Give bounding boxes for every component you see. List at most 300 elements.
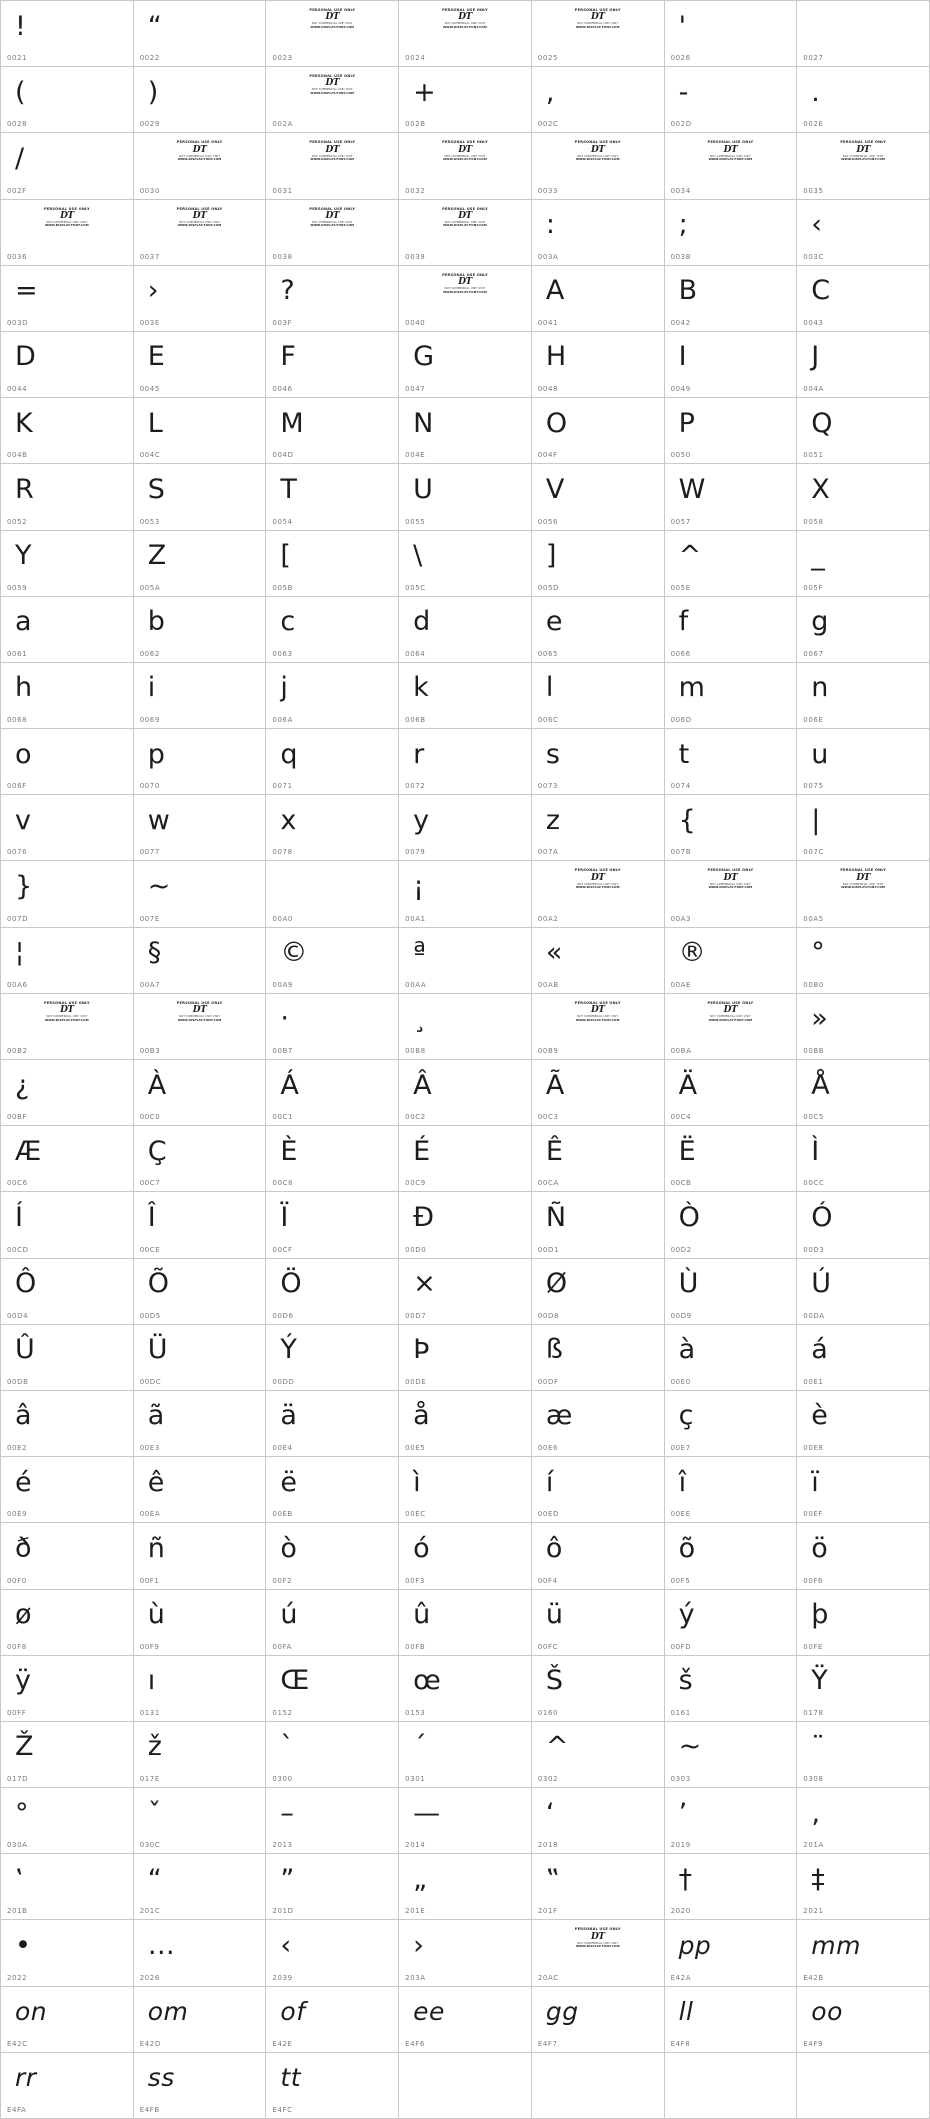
- glyph-cell[interactable]: [1, 729, 134, 795]
- glyph-cell[interactable]: [665, 1192, 798, 1258]
- glyph-cell[interactable]: [532, 729, 665, 795]
- glyph-cell[interactable]: [134, 1192, 267, 1258]
- glyph-cell[interactable]: [532, 1788, 665, 1854]
- glyph-cell[interactable]: [399, 464, 532, 530]
- glyph-unicode-code: 00BF: [7, 1113, 28, 1122]
- glyph-preview: !: [15, 10, 27, 42]
- glyph-preview: ð: [15, 1532, 33, 1564]
- glyph-cell[interactable]: [134, 67, 267, 133]
- glyph-cell[interactable]: [266, 1920, 399, 1986]
- glyph-cell[interactable]: [399, 795, 532, 861]
- glyph-cell[interactable]: [797, 332, 930, 398]
- glyph-cell[interactable]: [665, 597, 798, 663]
- glyph-unicode-code: 0036: [7, 252, 28, 261]
- glyph-cell[interactable]: [266, 1722, 399, 1788]
- glyph-preview: Y: [15, 540, 32, 571]
- watermark-sub-line: NOT COMMERCIAL USE! VISIT: [444, 154, 486, 158]
- glyph-cell[interactable]: [797, 1, 930, 67]
- glyph-cell[interactable]: [797, 729, 930, 795]
- glyph-cell[interactable]: [797, 994, 930, 1060]
- glyph-unicode-code: 00D8: [537, 1311, 559, 1320]
- glyph-cell[interactable]: [665, 133, 798, 199]
- glyph-cell[interactable]: [797, 1656, 930, 1722]
- glyph-cell[interactable]: [665, 1325, 798, 1391]
- glyph-cell[interactable]: [266, 1590, 399, 1656]
- glyph-unicode-code: 00B8: [405, 1047, 426, 1055]
- glyph-cell[interactable]: [134, 1590, 267, 1656]
- glyph-cell[interactable]: [266, 1060, 399, 1126]
- glyph-cell[interactable]: [797, 795, 930, 861]
- glyph-cell[interactable]: [532, 332, 665, 398]
- glyph-cell[interactable]: [1, 200, 134, 266]
- glyph-unicode-code: 0039: [405, 252, 426, 261]
- glyph-cell[interactable]: [399, 1192, 532, 1258]
- glyph-cell[interactable]: [797, 1391, 930, 1457]
- glyph-cell[interactable]: [797, 266, 930, 332]
- glyph-cell[interactable]: [399, 729, 532, 795]
- glyph-cell[interactable]: [399, 1523, 532, 1589]
- personal-use-watermark: [429, 208, 501, 228]
- personal-use-watermark: [562, 9, 634, 29]
- glyph-cell[interactable]: [665, 663, 798, 729]
- glyph-cell[interactable]: [665, 200, 798, 266]
- glyph-cell[interactable]: [665, 1060, 798, 1126]
- glyph-cell[interactable]: [1, 1391, 134, 1457]
- glyph-preview: õ: [678, 1532, 696, 1564]
- glyph-cell[interactable]: [266, 266, 399, 332]
- glyph-cell[interactable]: [665, 398, 798, 464]
- glyph-cell[interactable]: [266, 795, 399, 861]
- glyph-cell[interactable]: [665, 1391, 798, 1457]
- glyph-cell[interactable]: [134, 663, 267, 729]
- glyph-cell[interactable]: [665, 795, 798, 861]
- glyph-cell[interactable]: [266, 861, 399, 927]
- glyph-cell[interactable]: [134, 1126, 267, 1192]
- glyph-cell[interactable]: [134, 1722, 267, 1788]
- glyph-cell[interactable]: [532, 1, 665, 67]
- glyph-cell[interactable]: [134, 1, 267, 67]
- glyph-preview: Ì: [811, 1135, 820, 1167]
- glyph-cell[interactable]: [1, 795, 134, 861]
- glyph-cell[interactable]: [134, 1259, 267, 1325]
- glyph-cell[interactable]: [1, 663, 134, 729]
- glyph-cell[interactable]: [266, 1854, 399, 1920]
- personal-use-watermark: [694, 141, 766, 161]
- glyph-cell[interactable]: [266, 994, 399, 1060]
- glyph-unicode-code: 2019: [670, 1841, 691, 1850]
- glyph-cell[interactable]: [399, 597, 532, 663]
- glyph-cell[interactable]: [1, 1192, 134, 1258]
- glyph-cell[interactable]: [665, 1656, 798, 1722]
- glyph-preview: í: [545, 1466, 554, 1498]
- glyph-cell[interactable]: [532, 133, 665, 199]
- glyph-cell[interactable]: [1, 1590, 134, 1656]
- glyph-cell[interactable]: [134, 464, 267, 530]
- glyph-cell[interactable]: [266, 67, 399, 133]
- glyph-cell[interactable]: [665, 1259, 798, 1325]
- glyph-cell[interactable]: [665, 1126, 798, 1192]
- glyph-cell[interactable]: [1, 1788, 134, 1854]
- glyph-cell[interactable]: [532, 1987, 665, 2053]
- glyph-preview: x: [280, 804, 297, 836]
- glyph-preview: Z: [147, 540, 167, 571]
- glyph-cell[interactable]: [532, 994, 665, 1060]
- glyph-cell[interactable]: [665, 1590, 798, 1656]
- glyph-cell[interactable]: [266, 1457, 399, 1523]
- glyph-cell[interactable]: [532, 597, 665, 663]
- glyph-cell[interactable]: [532, 1391, 665, 1457]
- glyph-cell[interactable]: [399, 1722, 532, 1788]
- glyph-cell[interactable]: [532, 1590, 665, 1656]
- glyph-cell[interactable]: [399, 531, 532, 597]
- glyph-unicode-code: 0028: [7, 120, 28, 129]
- glyph-unicode-code: 0033: [537, 186, 559, 195]
- watermark-sub-line: NOT COMMERCIAL USE! VISIT: [311, 154, 353, 158]
- glyph-cell[interactable]: [665, 1854, 798, 1920]
- glyph-unicode-code: 0303: [670, 1775, 691, 1784]
- glyph-cell[interactable]: [399, 1656, 532, 1722]
- glyph-unicode-code: 003D: [7, 318, 29, 327]
- glyph-preview: ñ: [147, 1532, 166, 1564]
- watermark-logo: DT: [856, 872, 870, 883]
- glyph-cell[interactable]: [1, 597, 134, 663]
- glyph-cell[interactable]: [532, 1259, 665, 1325]
- glyph-cell[interactable]: [134, 1788, 267, 1854]
- glyph-cell[interactable]: [134, 1457, 267, 1523]
- glyph-cell[interactable]: [532, 200, 665, 266]
- glyph-cell[interactable]: [797, 1259, 930, 1325]
- glyph-cell[interactable]: [1, 1920, 134, 1986]
- glyph-cell[interactable]: [532, 1126, 665, 1192]
- glyph-cell[interactable]: [1, 266, 134, 332]
- glyph-cell[interactable]: [134, 332, 267, 398]
- glyph-cell[interactable]: [532, 795, 665, 861]
- glyph-cell[interactable]: [797, 1192, 930, 1258]
- glyph-cell[interactable]: [134, 861, 267, 927]
- watermark-top-line: PERSONAL USE ONLY: [840, 868, 887, 873]
- glyph-cell[interactable]: [797, 1523, 930, 1589]
- glyph-cell[interactable]: [399, 1391, 532, 1457]
- glyph-cell[interactable]: [399, 994, 532, 1060]
- glyph-unicode-code: 0029: [139, 120, 160, 129]
- glyph-cell[interactable]: [532, 1656, 665, 1722]
- glyph-cell[interactable]: [797, 928, 930, 994]
- glyph-preview: v: [15, 804, 32, 836]
- glyph-cell[interactable]: [665, 861, 798, 927]
- glyph-cell[interactable]: [399, 1854, 532, 1920]
- glyph-cell[interactable]: [134, 200, 267, 266]
- glyph-cell[interactable]: [1, 1325, 134, 1391]
- glyph-unicode-code: 0038: [272, 252, 293, 261]
- glyph-cell[interactable]: [266, 1, 399, 67]
- glyph-cell[interactable]: [134, 2053, 267, 2119]
- glyph-cell[interactable]: [266, 663, 399, 729]
- glyph-cell[interactable]: [399, 1126, 532, 1192]
- watermark-sub-line: NOT COMMERCIAL USE! VISIT: [179, 220, 220, 224]
- glyph-cell[interactable]: [797, 861, 930, 927]
- glyph-cell[interactable]: [1, 994, 134, 1060]
- glyph-cell[interactable]: [399, 67, 532, 133]
- glyph-unicode-code: 00FE: [803, 1642, 824, 1651]
- glyph-preview: á: [811, 1334, 829, 1366]
- personal-use-watermark: [562, 141, 634, 161]
- glyph-unicode-code: 006E: [803, 716, 824, 725]
- glyph-cell[interactable]: [1, 398, 134, 464]
- glyph-cell[interactable]: [1, 1, 134, 67]
- glyph-preview: ç: [678, 1400, 694, 1432]
- glyph-cell[interactable]: [1, 2053, 134, 2119]
- glyph-cell[interactable]: [1, 531, 134, 597]
- glyph-cell[interactable]: [134, 1523, 267, 1589]
- watermark-top-line: PERSONAL USE ONLY: [442, 8, 488, 13]
- glyph-cell[interactable]: [797, 1590, 930, 1656]
- glyph-cell[interactable]: [266, 332, 399, 398]
- glyph-cell[interactable]: [1, 861, 134, 927]
- glyph-cell[interactable]: [134, 1325, 267, 1391]
- glyph-cell[interactable]: [1, 1523, 134, 1589]
- glyph-cell[interactable]: [1, 928, 134, 994]
- glyph-cell[interactable]: [532, 67, 665, 133]
- glyph-cell[interactable]: [797, 464, 930, 530]
- glyph-cell[interactable]: [266, 1656, 399, 1722]
- glyph-cell[interactable]: [266, 928, 399, 994]
- glyph-unicode-code: 00A0: [272, 914, 293, 923]
- glyph-cell[interactable]: [134, 597, 267, 663]
- glyph-cell[interactable]: [665, 1722, 798, 1788]
- glyph-cell[interactable]: [134, 729, 267, 795]
- glyph-cell[interactable]: [797, 1457, 930, 1523]
- glyph-cell[interactable]: [266, 1987, 399, 2053]
- glyph-cell[interactable]: [134, 1656, 267, 1722]
- watermark-logo: DT: [325, 210, 340, 221]
- glyph-cell[interactable]: [1, 1126, 134, 1192]
- glyph-cell[interactable]: [134, 1987, 267, 2053]
- glyph-unicode-code: 00C8: [272, 1179, 294, 1188]
- glyph-cell[interactable]: [532, 663, 665, 729]
- glyph-cell[interactable]: [399, 928, 532, 994]
- glyph-cell[interactable]: [134, 1854, 267, 1920]
- glyph-cell[interactable]: [1, 464, 134, 530]
- glyph-preview: h: [15, 672, 33, 704]
- glyph-cell[interactable]: [1, 1854, 134, 1920]
- glyph-cell[interactable]: [797, 1126, 930, 1192]
- glyph-preview: ›: [413, 1929, 425, 1961]
- glyph-cell[interactable]: [266, 597, 399, 663]
- glyph-cell[interactable]: [1, 1457, 134, 1523]
- glyph-cell[interactable]: [665, 1457, 798, 1523]
- glyph-cell[interactable]: [665, 994, 798, 1060]
- glyph-cell[interactable]: [134, 398, 267, 464]
- glyph-unicode-code: 00CB: [670, 1179, 692, 1188]
- glyph-cell[interactable]: [399, 1259, 532, 1325]
- glyph-cell[interactable]: [665, 1788, 798, 1854]
- glyph-cell[interactable]: [266, 729, 399, 795]
- glyph-unicode-code: 0065: [537, 649, 559, 658]
- glyph-cell[interactable]: [399, 663, 532, 729]
- glyph-unicode-code: 00CA: [537, 1179, 559, 1188]
- glyph-cell[interactable]: [797, 1854, 930, 1920]
- glyph-unicode-code: 0056: [537, 517, 559, 526]
- glyph-cell[interactable]: [134, 133, 267, 199]
- glyph-cell[interactable]: [532, 1722, 665, 1788]
- glyph-cell[interactable]: [266, 1259, 399, 1325]
- glyph-cell[interactable]: [532, 928, 665, 994]
- glyph-unicode-code: 00AA: [405, 980, 427, 989]
- glyph-cell[interactable]: [532, 531, 665, 597]
- glyph-unicode-code: 0024: [405, 54, 426, 63]
- glyph-cell[interactable]: [134, 1060, 267, 1126]
- glyph-cell[interactable]: [266, 2053, 399, 2119]
- glyph-cell[interactable]: [399, 1457, 532, 1523]
- glyph-cell[interactable]: [797, 133, 930, 199]
- glyph-cell[interactable]: [797, 1722, 930, 1788]
- glyph-cell[interactable]: [665, 266, 798, 332]
- glyph-cell[interactable]: [797, 200, 930, 266]
- glyph-preview: ‹: [280, 1929, 292, 1961]
- glyph-unicode-code: 0077: [139, 848, 160, 857]
- glyph-cell[interactable]: [399, 332, 532, 398]
- glyph-unicode-code: 00E4: [272, 1444, 293, 1453]
- personal-use-watermark: [296, 75, 368, 95]
- watermark-sub-line: NOT COMMERCIAL USE! VISIT: [842, 882, 884, 886]
- glyph-cell[interactable]: [797, 398, 930, 464]
- glyph-cell[interactable]: [399, 1987, 532, 2053]
- glyph-cell[interactable]: [399, 861, 532, 927]
- glyph-cell[interactable]: [797, 1788, 930, 1854]
- glyph-unicode-code: 0308: [803, 1775, 824, 1784]
- glyph-cell[interactable]: [532, 1920, 665, 1986]
- glyph-cell[interactable]: [532, 1523, 665, 1589]
- glyph-cell[interactable]: [797, 663, 930, 729]
- glyph-preview: ø: [15, 1599, 33, 1630]
- glyph-cell[interactable]: [266, 531, 399, 597]
- glyph-preview: [: [280, 540, 292, 571]
- glyph-unicode-code: 0032: [405, 186, 426, 195]
- glyph-unicode-code: 0034: [670, 186, 691, 195]
- glyph-cell[interactable]: [399, 266, 532, 332]
- glyph-cell[interactable]: [266, 1391, 399, 1457]
- glyph-cell[interactable]: [665, 1, 798, 67]
- glyph-cell[interactable]: [1, 133, 134, 199]
- glyph-cell[interactable]: [266, 398, 399, 464]
- glyph-cell[interactable]: [532, 1325, 665, 1391]
- glyph-preview: Ñ: [545, 1201, 567, 1233]
- glyph-preview: y: [413, 804, 430, 836]
- glyph-cell[interactable]: [1, 1987, 134, 2053]
- glyph-cell[interactable]: [399, 1, 532, 67]
- glyph-unicode-code: 00E6: [537, 1444, 559, 1453]
- glyph-cell[interactable]: [797, 531, 930, 597]
- glyph-cell[interactable]: [266, 1192, 399, 1258]
- glyph-cell[interactable]: [1, 332, 134, 398]
- glyph-cell[interactable]: [399, 1788, 532, 1854]
- glyph-cell[interactable]: [134, 1920, 267, 1986]
- glyph-preview: ÿ: [15, 1665, 32, 1697]
- glyph-cell[interactable]: [797, 597, 930, 663]
- glyph-cell[interactable]: [532, 398, 665, 464]
- glyph-unicode-code: 0153: [405, 1708, 426, 1717]
- glyph-cell[interactable]: [665, 464, 798, 530]
- glyph-cell[interactable]: [532, 266, 665, 332]
- glyph-preview: ”: [280, 1863, 295, 1895]
- glyph-cell[interactable]: [532, 1060, 665, 1126]
- glyph-preview: å: [413, 1400, 431, 1432]
- glyph-cell[interactable]: [399, 1920, 532, 1986]
- glyph-preview: -: [678, 76, 689, 108]
- glyph-cell[interactable]: [665, 729, 798, 795]
- glyph-unicode-code: 0026: [670, 54, 691, 63]
- glyph-cell[interactable]: [134, 795, 267, 861]
- glyph-preview: q: [280, 738, 299, 770]
- glyph-unicode-code: 0043: [803, 318, 824, 327]
- glyph-cell[interactable]: [665, 531, 798, 597]
- glyph-cell[interactable]: [797, 1060, 930, 1126]
- watermark-sub-line: NOT COMMERCIAL USE! VISIT: [311, 22, 353, 26]
- glyph-cell[interactable]: [266, 1325, 399, 1391]
- glyph-cell[interactable]: [399, 200, 532, 266]
- watermark-top-line: PERSONAL USE ONLY: [442, 272, 488, 277]
- watermark-sub-line: NOT COMMERCIAL USE! VISIT: [444, 286, 486, 290]
- glyph-cell[interactable]: [1, 1060, 134, 1126]
- glyph-preview: a: [15, 606, 33, 638]
- glyph-cell[interactable]: [134, 1391, 267, 1457]
- watermark-top-line: PERSONAL USE ONLY: [707, 140, 754, 145]
- glyph-cell[interactable]: [797, 1987, 930, 2053]
- glyph-preview: i: [147, 672, 156, 704]
- glyph-cell[interactable]: [665, 1523, 798, 1589]
- glyph-preview: ‛: [15, 1863, 25, 1895]
- glyph-cell[interactable]: [532, 1457, 665, 1523]
- glyph-cell[interactable]: [1, 1656, 134, 1722]
- glyph-cell[interactable]: [266, 1788, 399, 1854]
- glyph-cell[interactable]: [665, 332, 798, 398]
- glyph-cell[interactable]: [134, 928, 267, 994]
- glyph-cell[interactable]: [399, 1590, 532, 1656]
- glyph-unicode-code: 005A: [139, 583, 161, 592]
- glyph-cell[interactable]: [532, 464, 665, 530]
- glyph-cell[interactable]: [266, 464, 399, 530]
- glyph-cell[interactable]: [665, 1920, 798, 1986]
- glyph-preview: Ÿ: [811, 1665, 829, 1697]
- glyph-cell[interactable]: [399, 1060, 532, 1126]
- glyph-cell[interactable]: [532, 861, 665, 927]
- glyph-unicode-code: 017E: [139, 1775, 160, 1784]
- glyph-cell[interactable]: [665, 928, 798, 994]
- glyph-cell[interactable]: [665, 1987, 798, 2053]
- glyph-preview: =: [15, 275, 39, 307]
- glyph-unicode-code: 0078: [272, 848, 293, 857]
- glyph-cell[interactable]: [266, 1523, 399, 1589]
- glyph-cell[interactable]: [266, 133, 399, 199]
- glyph-cell[interactable]: [797, 1325, 930, 1391]
- glyph-cell[interactable]: [399, 1325, 532, 1391]
- glyph-cell[interactable]: [399, 398, 532, 464]
- glyph-cell[interactable]: [797, 1920, 930, 1986]
- glyph-cell[interactable]: [266, 1126, 399, 1192]
- glyph-cell[interactable]: [1, 1722, 134, 1788]
- glyph-cell[interactable]: [399, 133, 532, 199]
- glyph-cell[interactable]: [134, 531, 267, 597]
- glyph-cell[interactable]: [266, 200, 399, 266]
- glyph-cell[interactable]: [1, 67, 134, 133]
- glyph-cell[interactable]: [532, 1192, 665, 1258]
- glyph-cell[interactable]: [1, 1259, 134, 1325]
- glyph-cell[interactable]: [134, 994, 267, 1060]
- glyph-cell[interactable]: [665, 67, 798, 133]
- glyph-cell[interactable]: [532, 1854, 665, 1920]
- glyph-cell[interactable]: [797, 67, 930, 133]
- glyph-cell[interactable]: [134, 266, 267, 332]
